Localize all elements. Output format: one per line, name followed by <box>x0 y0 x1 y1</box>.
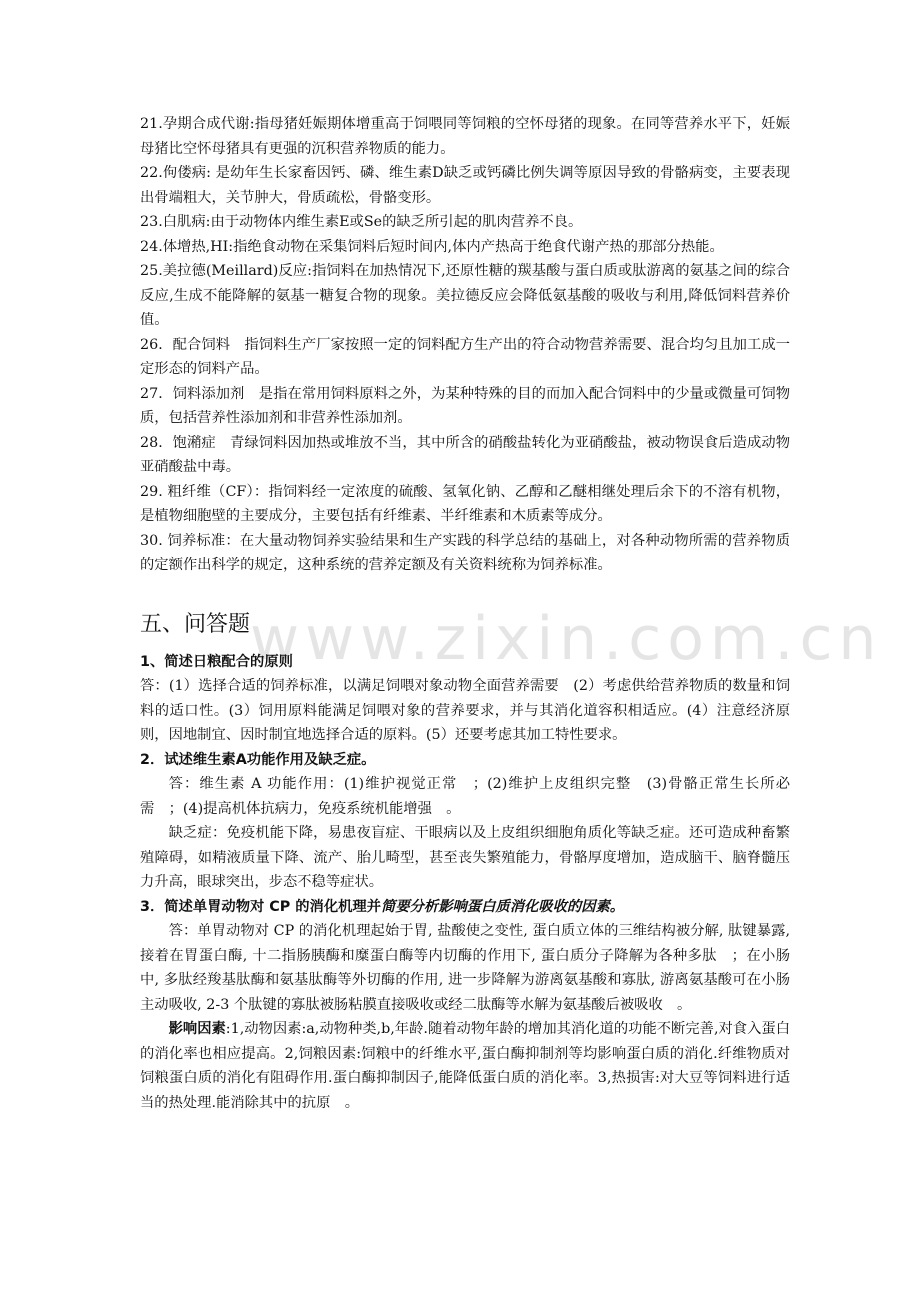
definition-27: 27．饲料添加剂 是指在常用饲料原料之外，为某种特殊的目的而加入配合饲料中的少量或微量可饲物质，包括营养性添加剂和非营养性添加剂。 <box>140 385 790 426</box>
question-1-title: 1、简述日粮配合的原则 <box>140 653 293 670</box>
document-page <box>140 112 790 1115</box>
question-3-title <box>140 895 790 920</box>
watermark-text: www.zixin.com.cn <box>250 604 883 674</box>
question-3-title-part-a: 3．简述单胃动物对 CP 的消化机理并 <box>140 898 382 915</box>
definition-24: 24.体增热,HI:指绝食动物在采集饲料后短时间内,体内产热高于绝食代谢产热的那部分热能。 <box>140 238 724 255</box>
definition-29: 29. 粗纤维（CF）：指饲料经一定浓度的硫酸、氢氧化钠、乙醇和乙醚相继处理后余下的不溶有机物，是植物细胞壁的主要成分，主要包括有纤维素、半纤维素和木质素等成分。 <box>140 483 790 524</box>
definition-26: 26．配合饲料 指饲料生产厂家按照一定的饲料配方生产出的符合动物营养需要、混合均匀且加工成一定形态的饲料产品。 <box>140 336 790 377</box>
section-title: 五、问答题 <box>140 611 251 637</box>
definition-22: 22.佝偻病: 是幼年生长家畜因钙、磷、维生素D缺乏或钙磷比例失调等原因导致的骨骼病变，主要表现出骨端粗大，关节肿大，骨质疏松，骨骼变形。 <box>140 165 790 206</box>
definition-30: 30. 饲养标准：在大量动物饲养实验结果和生产实践的科学总结的基础上，对各种动物所需的营养物质的定额作出科学的规定，这种系统的营养定额及有关资料统称为饲养标准。 <box>140 532 790 573</box>
factors-label: 影响因素 <box>168 1021 226 1037</box>
definition-25: 25.美拉德(Meillard)反应:指饲料在加热情况下,还原性糖的羰基酸与蛋白质或肽游离的氨基之间的综合反应,生成不能降解的氨基一糖复合物的现象。美拉德反应会降低氨基酸的吸收与利用,降低饲料营养价值。 <box>140 263 790 328</box>
question-3-factors <box>140 1017 790 1115</box>
definition-23: 23.白肌病:由于动物体内维生素E或Se的缺乏所引起的肌肉营养不良。 <box>140 214 583 230</box>
question-1-answer: 答：(1）选择合适的饲养标准，以满足饲喂对象动物全面营养需要 (2）考虑供给营养物质的数量和饲料的适口性。(3）饲用原料能满足饲喂对象的营养要求，并与其消化道容积相适应。(4）注意经济原则，因地制宜、因时制宜地选择合适的原料。(5）还要考虑其加工特性要求。 <box>140 678 790 743</box>
factors-text: :1,动物因素:a,动物种类,b,年龄.随着动物年龄的增加其消化道的功能不断完善,对食入蛋白的消化率也相应提高。2,饲粮因素:饲粮中的纤维水平,蛋白酶抑制剂等均影响蛋白质的消化.纤维物质对饲粮蛋白质的消化有阻碍作用.蛋白酶抑制因子,能降低蛋白质的消化率。3,热损害:对大豆等饲料进行适当的热处理.能消除其中的抗原 。 <box>140 1021 790 1111</box>
question-3-title-part-b: 简要分析影响蛋白质消化吸收的因素。 <box>381 898 625 915</box>
question-3-answer: 答：单胃动物对 CP 的消化机理起始于胃, 盐酸使之变性, 蛋白质立体的三维结构被分解, 肽键暴露, 接着在胃蛋白酶, 十二指肠胰酶和糜蛋白酶等内切酶的作用下, 蛋白质分子降解为各种多肽 ；在小肠中, 多肽经羧基肽酶和氨基肽酶等外切酶的作用, 进一步降解为游离氨基酸和寡肽, 游离氨基酸可在小肠主动吸收, 2-3 个肽键的寡肽被肠粘膜直接吸收或经二肽酶等水解为氨基酸后被吸收 。 <box>140 923 790 1013</box>
definition-21: 21.孕期合成代谢:指母猪妊娠期体增重高于饲喂同等饲粮的空怀母猪的现象。在同等营养水平下，妊娠母猪比空怀母猪具有更强的沉积营养物质的能力。 <box>140 116 790 157</box>
question-2-title: 2．试述维生素A功能作用及缺乏症。 <box>140 751 376 768</box>
question-2-deficiency: 缺乏症：免疫机能下降，易患夜盲症、干眼病以及上皮组织细胞角质化等缺乏症。还可造成种畜繁殖障碍，如精液质量下降、流产、胎儿畸型，甚至丧失繁殖能力，骨骼厚度增加，造成脑干、脑脊髓压力升高，眼球突出，步态不稳等症状。 <box>140 825 790 890</box>
question-2-answer: 答：维生素 A 功能作用：(1)维护视觉正常 ；(2)维护上皮组织完整 (3)骨骼正常生长所必需 ；(4)提高机体抗病力，免疫系统机能增强 。 <box>140 776 790 817</box>
definition-28: 28．饱潲症 青绿饲料因加热或堆放不当，其中所含的硝酸盐转化为亚硝酸盐，被动物误食后造成动物亚硝酸盐中毒。 <box>140 434 790 475</box>
